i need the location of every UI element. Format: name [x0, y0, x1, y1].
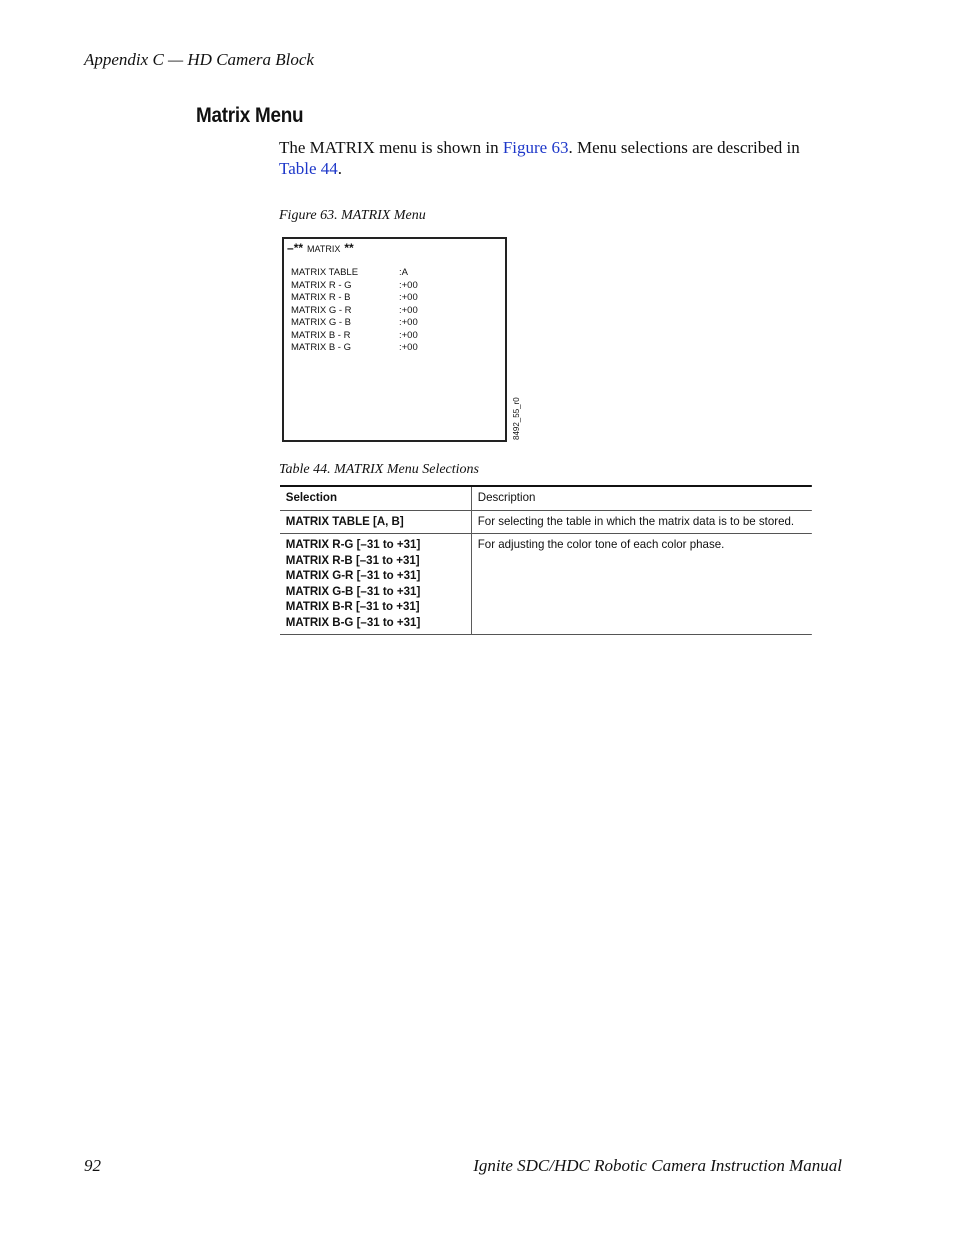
menu-item-matrix-r-g — [291, 280, 418, 291]
menu-item-value: :+00 — [399, 317, 418, 328]
menu-item-label: MATRIX B - R — [291, 329, 351, 341]
table-caption: Table 44. MATRIX Menu Selections — [279, 462, 479, 477]
selection-cell — [280, 534, 472, 635]
matrix-menu-screen — [282, 237, 507, 442]
menu-item-label: MATRIX R - G — [291, 279, 352, 291]
selection-item: MATRIX G-R [–31 to +31] — [285, 568, 421, 582]
title-dash: – — [287, 241, 294, 255]
intro-paragraph — [279, 137, 839, 179]
menu-item-matrix-b-g — [291, 342, 418, 353]
menu-item-matrix-table — [291, 267, 408, 278]
selection-item: MATRIX B-G [–31 to +31] — [285, 614, 421, 629]
menu-item-matrix-g-r — [291, 305, 418, 316]
menu-item-value: :+00 — [399, 329, 418, 341]
menu-item-value: :+00 — [399, 292, 418, 303]
menu-item-label: MATRIX R - B — [291, 292, 351, 303]
menu-item-label: MATRIX G - B — [291, 317, 351, 328]
menu-item-value: :+00 — [399, 279, 418, 291]
menu-item-value: :A — [399, 267, 408, 278]
title-stars-left: ** — [293, 241, 304, 255]
intro-text-3: . — [337, 159, 343, 178]
table-link[interactable]: Table 44 — [279, 159, 338, 178]
matrix-selections-table — [280, 485, 812, 635]
screen-title-bar — [287, 241, 354, 255]
figure-caption: Figure 63. MATRIX Menu — [279, 208, 426, 223]
menu-item-label: MATRIX TABLE — [291, 267, 359, 278]
table-row — [280, 510, 812, 534]
section-title: Matrix Menu — [196, 104, 304, 127]
menu-item-value: :+00 — [399, 342, 418, 353]
description-cell: For selecting the table in which the matrix data is to be stored. — [477, 513, 795, 528]
selection-item: MATRIX G-B [–31 to +31] — [285, 583, 421, 598]
selection-item: MATRIX R-G [–31 to +31] — [285, 537, 421, 551]
selection-item: MATRIX R-B [–31 to +31] — [285, 552, 420, 567]
header-description: Description — [477, 490, 536, 504]
table-header-row — [280, 486, 812, 510]
title-stars-right: ** — [344, 241, 354, 255]
description-cell: For adjusting the color tone of each color phase. — [477, 537, 725, 551]
manual-title: Ignite SDC/HDC Robotic Camera Instruction Manual — [473, 1156, 842, 1175]
screen-title: MATRIX — [307, 244, 341, 254]
selection-cell — [280, 510, 472, 534]
menu-item-matrix-b-r — [291, 330, 418, 341]
table-row — [280, 534, 812, 635]
selection-item: MATRIX B-R [–31 to +31] — [285, 599, 420, 613]
menu-item-matrix-g-b — [291, 317, 418, 328]
intro-text-1: The MATRIX menu is shown in — [279, 138, 503, 157]
page-number: 92 — [84, 1156, 101, 1175]
intro-text-2: . Menu selections are described in — [568, 138, 800, 157]
menu-item-label: MATRIX G - R — [291, 304, 352, 316]
menu-item-value: :+00 — [399, 304, 418, 316]
running-header: Appendix C — HD Camera Block — [84, 50, 314, 69]
menu-item-matrix-r-b — [291, 292, 418, 303]
figure-id-label: 8492_55_r0 — [512, 397, 521, 440]
selection-item: MATRIX TABLE [A, B] — [285, 513, 404, 528]
menu-item-label: MATRIX B - G — [291, 342, 351, 353]
header-selection: Selection — [280, 486, 472, 510]
figure-link[interactable]: Figure 63 — [502, 138, 569, 157]
